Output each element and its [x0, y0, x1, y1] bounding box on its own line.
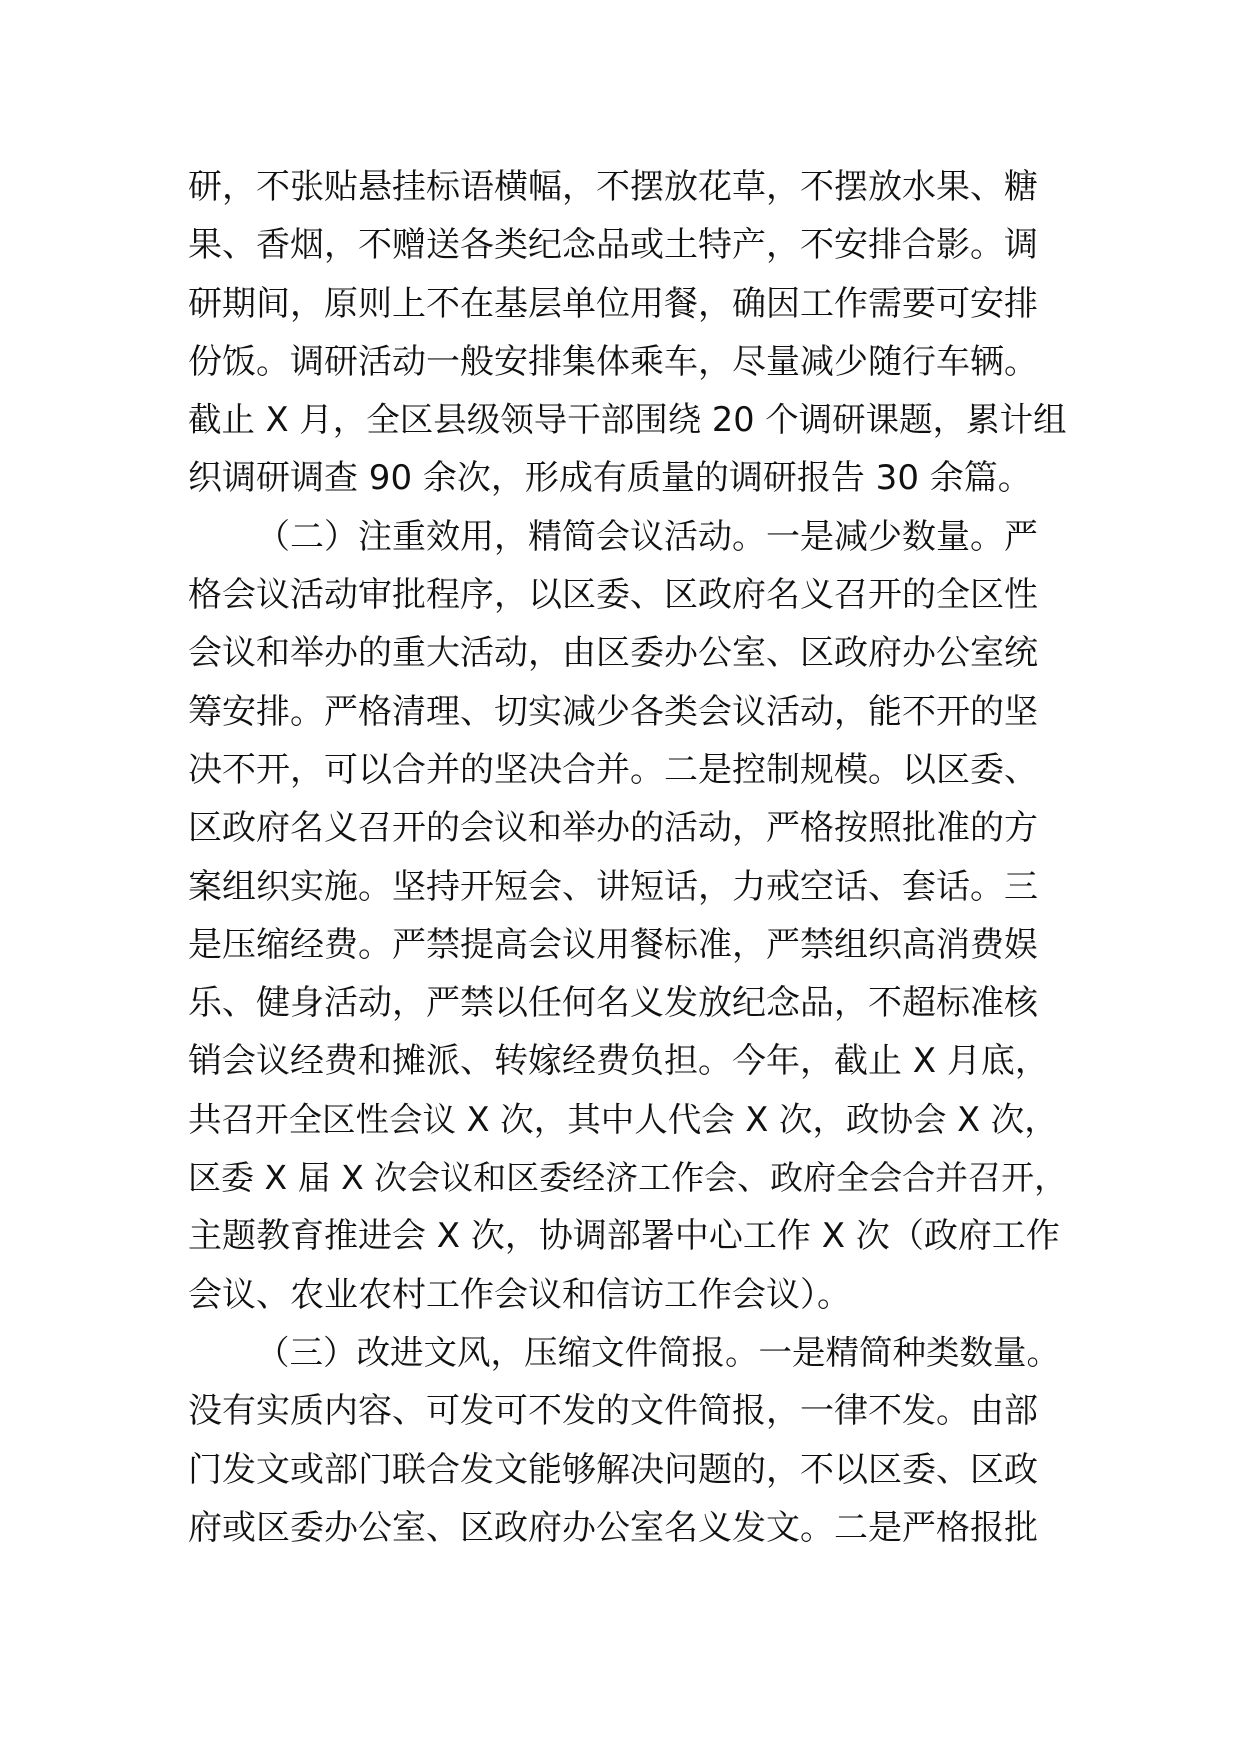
text-line: 销会议经费和摊派、转嫁经费负担。今年，截止 X 月底， [188, 1041, 1049, 1082]
text-line: 案组织实施。坚持开短会、讲短话，力戒空话、套话。三 [188, 866, 1038, 907]
text-line: 乐、健身活动，严禁以任何名义发放纪念品，不超标准核 [188, 983, 1038, 1024]
section-heading-line: （三）改进文风，压缩文件简报。一是精简种类数量。 [256, 1332, 1060, 1372]
text-line: 果、香烟，不赠送各类纪念品或土特产，不安排合影。调 [188, 225, 1038, 266]
text-line: 份饭。调研活动一般安排集体乘车，尽量减少随行车辆。 [188, 341, 1038, 382]
text-line: 共召开全区性会议 X 次，其中人代会 X 次，政协会 X 次， [188, 1099, 1058, 1139]
text-line: 格会议活动审批程序，以区委、区政府名义召开的全区性 [188, 575, 1038, 616]
text-line: 决不开，可以合并的坚决合并。二是控制规模。以区委、 [188, 749, 1038, 790]
text-line: 织调研调查 90 余次，形成有质量的调研报告 30 余篇。 [188, 458, 1032, 499]
text-line: 研期间，原则上不在基层单位用餐，确因工作需要可安排 [188, 283, 1038, 324]
text-line: 区委 X 届 X 次会议和区委经济工作会、政府全会合并召开， [188, 1158, 1068, 1198]
text-line: 主题教育推进会 X 次，协调部署中心工作 X 次（政府工作 [188, 1216, 1060, 1257]
text-line: 区政府名义召开的会议和举办的活动，严格按照批准的方 [188, 808, 1038, 849]
text-line: 没有实质内容、可发可不发的文件简报，一律不发。由部 [188, 1391, 1038, 1432]
text-line: 研，不张贴悬挂标语横幅，不摆放花草，不摆放水果、糖 [188, 167, 1038, 207]
text-line: 筹安排。严格清理、切实减少各类会议活动，能不开的坚 [188, 691, 1038, 732]
text-line: 门发文或部门联合发文能够解决问题的，不以区委、区政 [188, 1449, 1038, 1490]
text-line: 是压缩经费。严禁提高会议用餐标准，严禁组织高消费娱 [188, 924, 1038, 965]
section-heading-line: （二）注重效用，精简会议活动。一是减少数量。严 [256, 516, 1038, 557]
text-line: 会议、农业农村工作会议和信访工作会议）。 [188, 1274, 851, 1315]
text-line: 截止 X 月，全区县级领导干部围绕 20 个调研课题，累计组 [188, 400, 1067, 440]
text-line: 府或区委办公室、区政府办公室名义发文。二是严格报批 [188, 1507, 1038, 1548]
text-line: 会议和举办的重大活动，由区委办公室、区政府办公室统 [188, 633, 1038, 674]
document-body [188, 158, 1068, 1557]
